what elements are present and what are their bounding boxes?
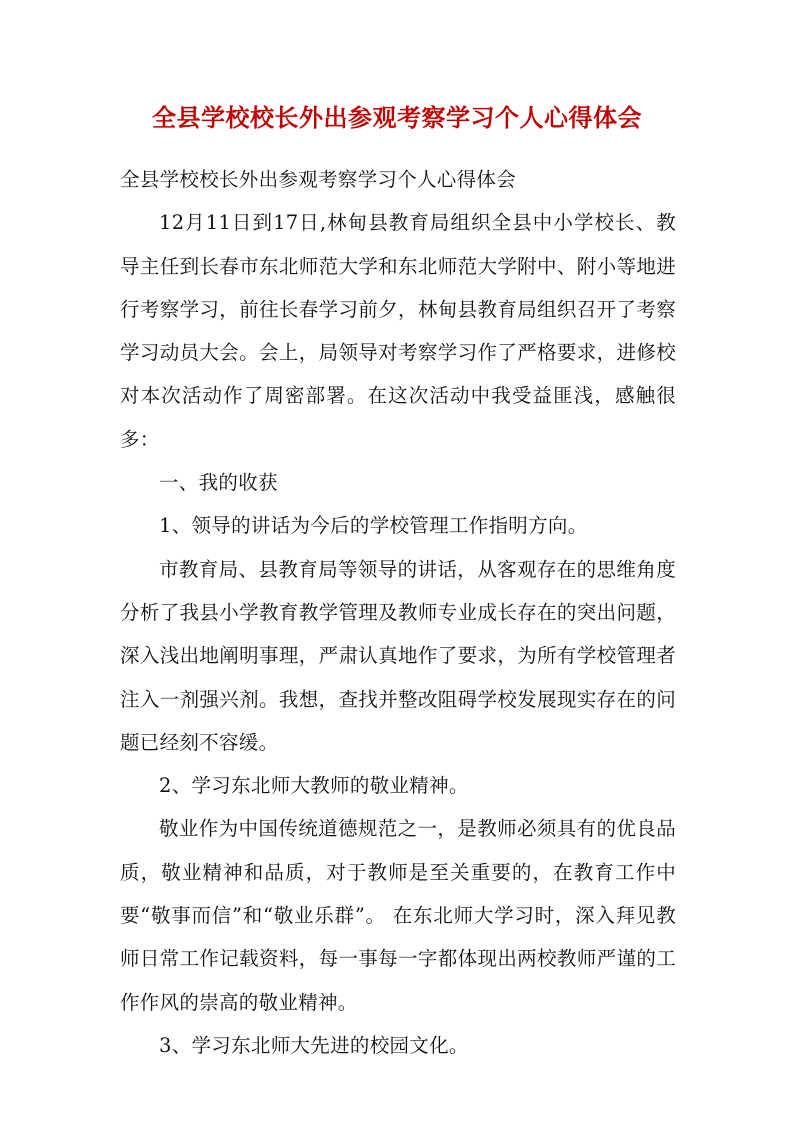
point-heading-1: 1、领导的讲话为今后的学校管理工作指明方向。 (159, 514, 588, 538)
document-body (120, 158, 676, 1067)
paragraph-intro: 12月11日到17日,林甸县教育局组织全县中小学校长、教导主任到长春市东北师范大学和东北师范大学附中、附小等地进行考察学习，前往长春学习前夕，林甸县教育局组织召开了考察学习动员大会。会上，局领导对考察学习作了严格要求，进修校对本次活动作了周密部署。在这次活动中我受益匪浅，感触很多： (120, 211, 676, 451)
paragraph-point-2: 敬业作为中国传统道德规范之一，是教师必须具有的优良品质，敬业精神和品质，对于教师是至关重要的，在教育工作中要“敬事而信”和“敬业乐群”。 在东北师大学习时，深入拜见教师日常工作记载资料，每一事每一字都体现出两校教师严谨的工作作风的崇高的敬业精神。 (120, 817, 676, 1014)
point-heading-2: 2、学习东北师大教师的敬业精神。 (159, 774, 469, 798)
document-title: 全县学校校长外出参观考察学习个人心得体会 (152, 103, 642, 132)
point-heading-3: 3、学习东北师大先进的校园文化。 (159, 1033, 469, 1057)
paragraph-subtitle: 全县学校校长外出参观考察学习个人心得体会 (120, 168, 517, 191)
paragraph-point-1: 市教育局、县教育局等领导的讲话，从客观存在的思维角度分析了我县小学教育教学管理及教师专业成长存在的突出问题，深入浅出地阐明事理，严肃认真地作了要求，为所有学校管理者注入一剂强兴剂。我想，查找并整改阻碍学校发展现实存在的问题已经刻不容缓。 (120, 557, 676, 754)
section-heading-gains: 一、我的收获 (159, 471, 278, 495)
